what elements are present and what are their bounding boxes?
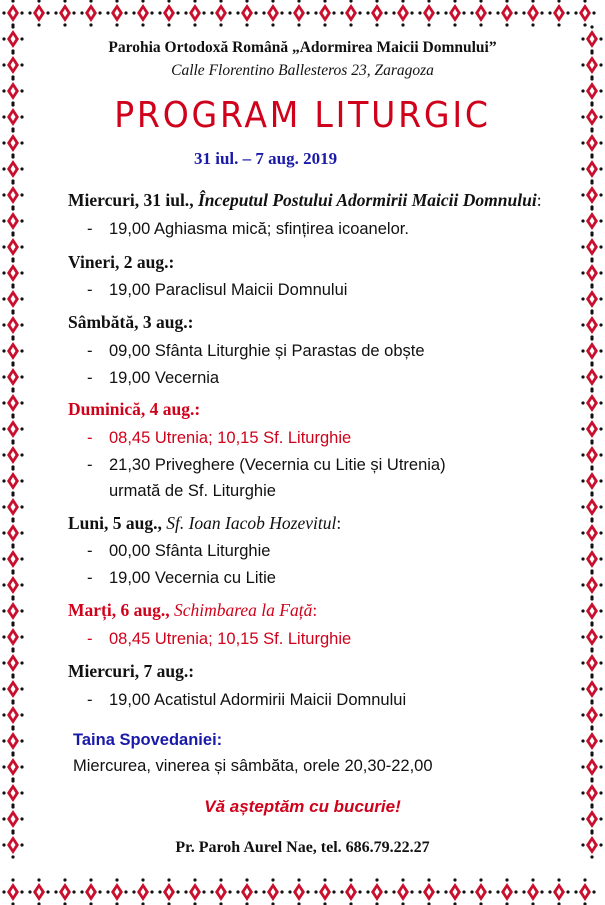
item-text: 09,00 Sfânta Liturghie și Parastas de obște [109, 342, 425, 360]
item-continuation: urmată de Sf. Liturghie [109, 482, 276, 500]
list-item [87, 542, 270, 561]
feast-name: Schimbarea la Față [173, 600, 313, 620]
list-item [87, 281, 347, 300]
item-text: 19,00 Acatistul Adormirii Maicii Domnului [109, 691, 407, 709]
day-heading [68, 399, 200, 420]
day-heading [68, 312, 193, 333]
day-separator: , [189, 190, 198, 210]
list-item [87, 569, 276, 588]
feast-name: Începutul Postului Adormirii Maicii Domnului [197, 190, 537, 210]
bullet: - [87, 220, 93, 238]
date-range: 31 iul. – 7 aug. 2019 [194, 149, 338, 168]
list-item [87, 429, 351, 448]
day-separator: , [157, 513, 167, 533]
item-text: 19,00 Vecernia cu Litie [109, 569, 276, 587]
item-text: 00,00 Sfânta Liturghie [109, 542, 271, 560]
day-label: Sâmbătă, 3 aug.: [68, 312, 194, 332]
bullet: - [87, 429, 93, 447]
bullet: - [87, 630, 93, 648]
list-item [87, 456, 446, 475]
day-label: Luni, 5 aug. [68, 513, 158, 533]
item-text: 19,00 Vecernia [109, 369, 220, 387]
item-text: 19,00 Aghiasma mică; sfințirea icoanelor. [109, 220, 409, 238]
signature: Pr. Paroh Aurel Nae, tel. 686.79.22.27 [175, 839, 430, 856]
day-label: Vineri, 2 aug.: [68, 252, 175, 272]
parish-name: Parohia Ortodoxă Română „Adormirea Maicii Domnului” [108, 39, 497, 56]
item-text: 21,30 Priveghere (Vecernia cu Litie și Utrenia) [109, 456, 446, 474]
list-item [87, 369, 219, 388]
day-label: Marți, 6 aug. [68, 600, 166, 620]
day-colon: : [536, 190, 542, 210]
confession-heading: Taina Spovedaniei: [73, 731, 223, 749]
day-heading [68, 252, 174, 273]
day-label: Miercuri, 7 aug.: [68, 661, 195, 681]
bullet: - [87, 456, 93, 474]
day-colon: : [336, 513, 342, 533]
welcome-message: Vă așteptăm cu bucurie! [204, 797, 401, 816]
list-item [87, 691, 406, 710]
day-heading [68, 513, 341, 534]
parish-address: Calle Florentino Ballesteros 23, Zaragoza [171, 62, 434, 79]
day-heading [68, 661, 194, 682]
bullet: - [87, 281, 93, 299]
bullet: - [87, 369, 93, 387]
day-label: Miercuri, 31 iul. [68, 190, 190, 210]
list-item [87, 220, 409, 239]
bullet: - [87, 342, 93, 360]
day-heading [68, 600, 317, 621]
list-item [87, 342, 425, 361]
day-separator: , [165, 600, 174, 620]
item-text: 08,45 Utrenia; 10,15 Sf. Liturghie [109, 630, 352, 648]
day-colon: : [312, 600, 318, 620]
bullet: - [87, 542, 93, 560]
page-title: PROGRAM LITURGIC [114, 95, 491, 136]
item-text: 19,00 Paraclisul Maicii Domnului [109, 281, 348, 299]
item-text: 08,45 Utrenia; 10,15 Sf. Liturghie [109, 429, 352, 447]
list-item [87, 630, 351, 649]
feast-name: Sf. Ioan Iacob Hozevitul [166, 513, 337, 533]
day-heading [68, 190, 542, 211]
confession-text: Miercurea, vinerea și sâmbăta, orele 20,30-22,00 [73, 757, 433, 775]
bullet: - [87, 569, 93, 587]
day-label: Duminică, 4 aug.: [68, 399, 201, 419]
bullet: - [87, 691, 93, 709]
